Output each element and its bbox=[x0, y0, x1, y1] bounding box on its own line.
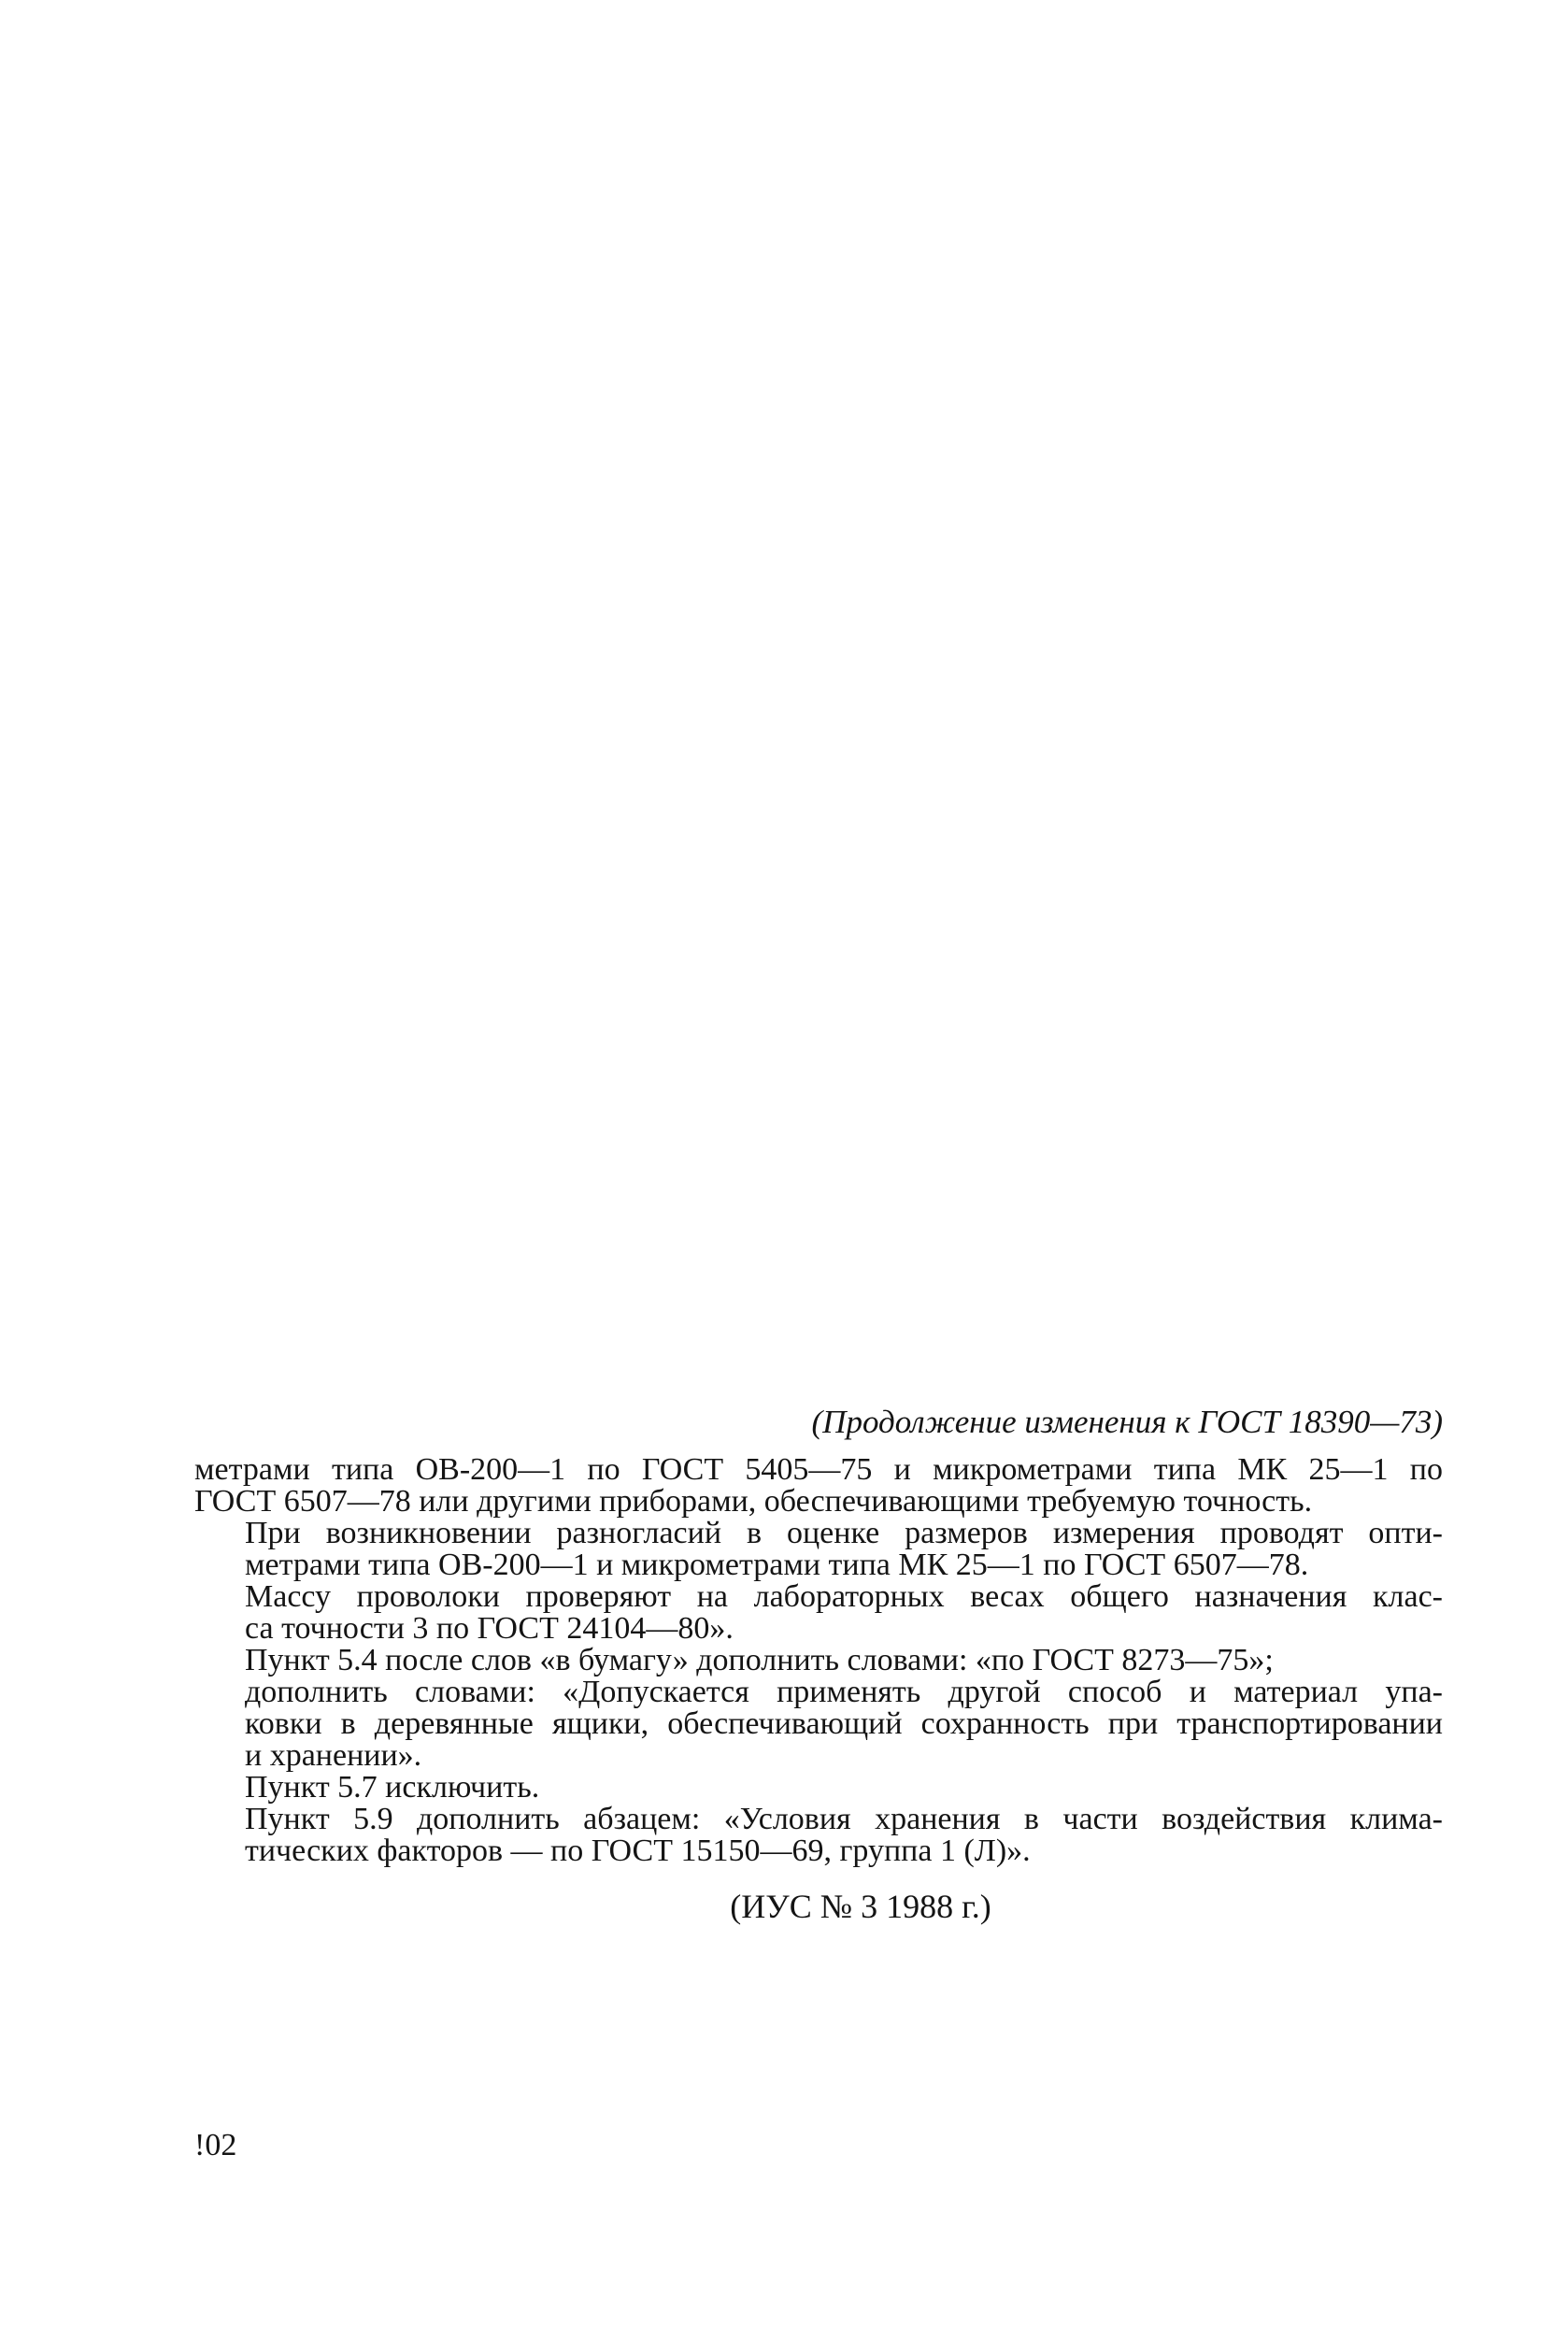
paragraph-4 bbox=[194, 1645, 1443, 1677]
paragraph-line: Пункт 5.9 дополнить абзацем: «Условия хранения в части воздействия клима- bbox=[245, 1802, 1443, 1836]
paragraph-line: Пункт 5.7 исключить. bbox=[245, 1770, 540, 1805]
paragraph-5 bbox=[194, 1677, 1443, 1772]
paragraph-line: и хранении». bbox=[245, 1738, 422, 1773]
paragraph-line: Пункт 5.4 после слов «в бумагу» дополнить словами: «по ГОСТ 8273—75»; bbox=[245, 1643, 1274, 1677]
paragraph-line: дополнить словами: «Допускается применять другой способ и материал упа- bbox=[245, 1675, 1443, 1709]
page-number: !02 bbox=[194, 2128, 237, 2162]
paragraph-1 bbox=[194, 1454, 1443, 1518]
paragraph-line: метрами типа ОВ-200—1 по ГОСТ 5405—75 и микрометрами типа МК 25—1 по bbox=[194, 1452, 1443, 1487]
paragraph-line: Массу проволоки проверяют на лабораторных весах общего назначения клас- bbox=[245, 1579, 1443, 1614]
document-body bbox=[194, 1404, 1443, 1959]
paragraph-2 bbox=[194, 1518, 1443, 1581]
continuation-heading: (Продолжение изменения к ГОСТ 18390—73) bbox=[811, 1404, 1443, 1440]
paragraph-line: са точности 3 по ГОСТ 24104—80». bbox=[245, 1611, 734, 1646]
paragraph-line: При возникновении разногласий в оценке размеров измерения проводят опти- bbox=[245, 1516, 1443, 1550]
paragraph-line: метрами типа ОВ-200—1 и микрометрами типа МК 25—1 по ГОСТ 6507—78. bbox=[245, 1548, 1309, 1582]
paragraph-3 bbox=[194, 1581, 1443, 1645]
paragraph-line: ГОСТ 6507—78 или другими приборами, обеспечивающими требуемую точность. bbox=[194, 1484, 1313, 1519]
paragraph-6 bbox=[194, 1772, 1443, 1804]
paragraph-line: ковки в деревянные ящики, обеспечивающий сохранность при транспортировании bbox=[245, 1706, 1443, 1741]
paragraph-line: тических факторов — по ГОСТ 15150—69, группа 1 (Л)». bbox=[245, 1833, 1031, 1868]
source-note: (ИУС № 3 1988 г.) bbox=[730, 1888, 991, 1925]
paragraph-7 bbox=[194, 1804, 1443, 1867]
